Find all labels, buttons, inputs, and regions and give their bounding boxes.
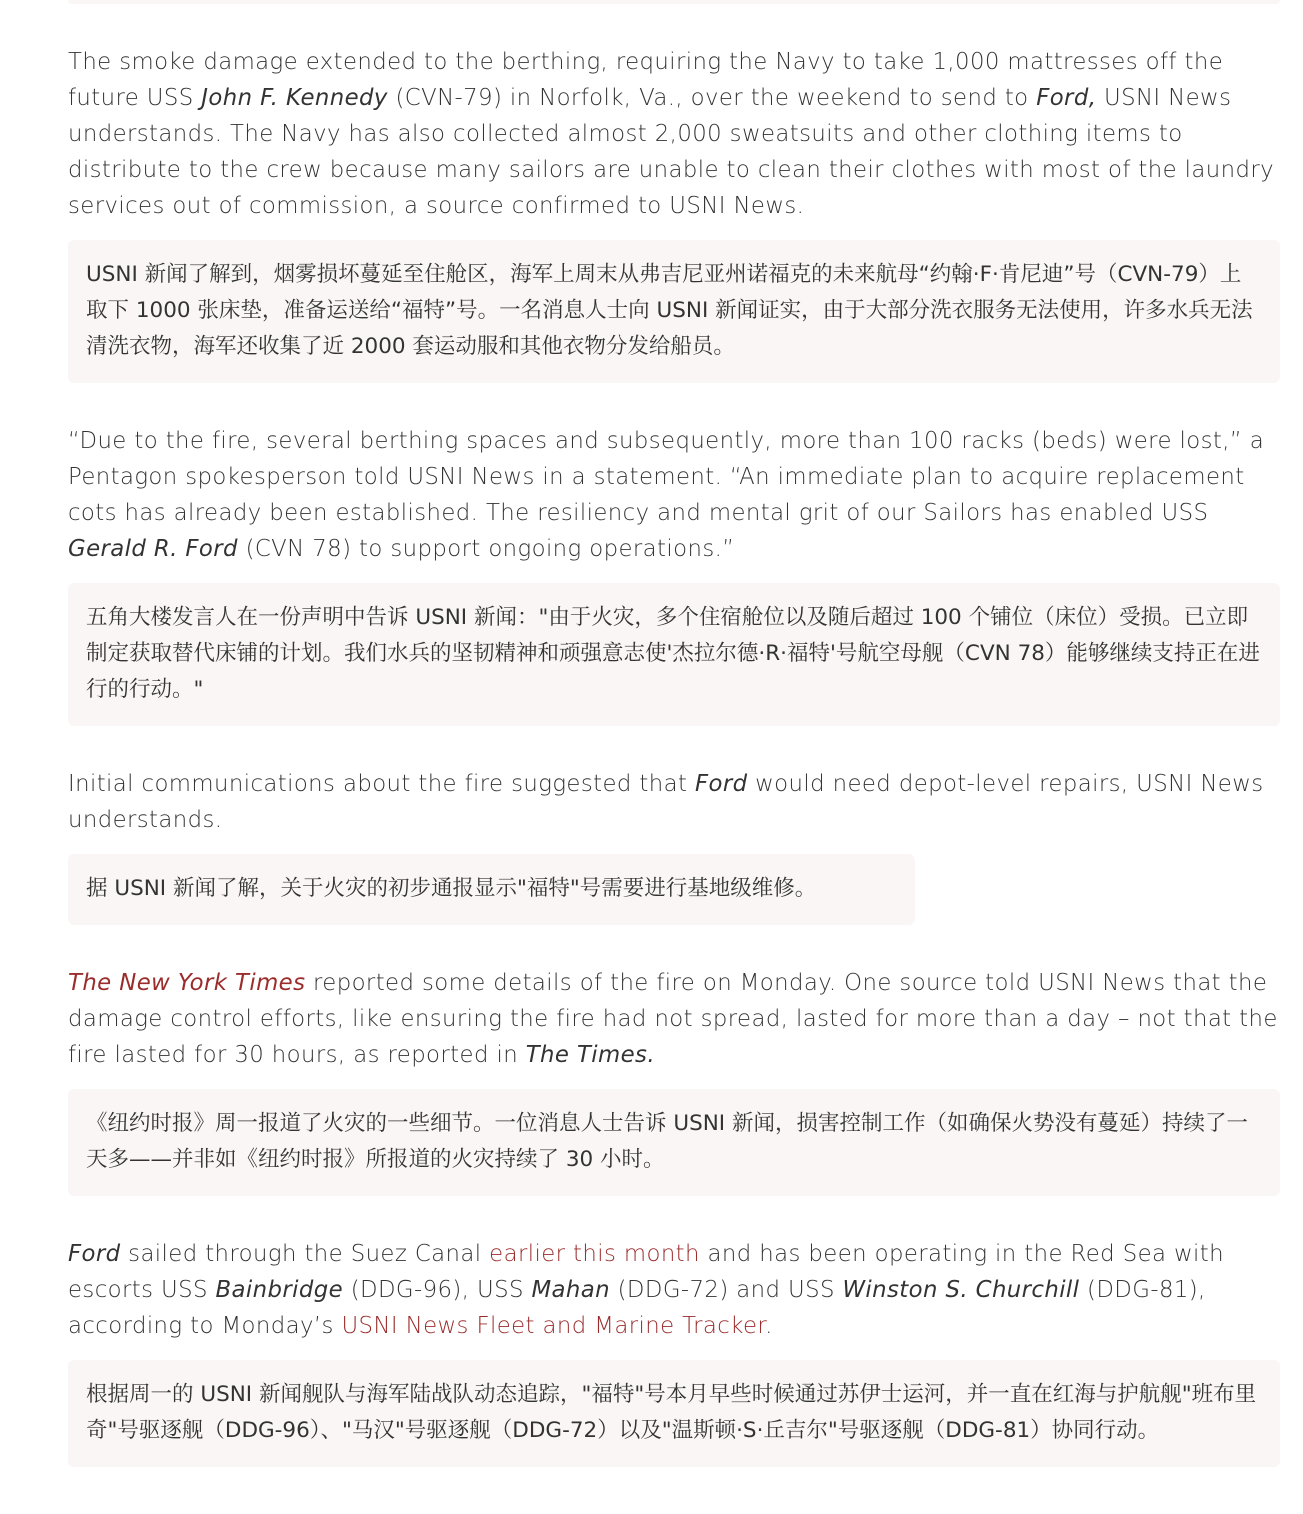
text-segment: The smoke damage extended to the berthing, requiring the Navy to take 1,000 mattresses off the future USS xyxy=(68,49,1224,111)
publication-name: The Times. xyxy=(525,1042,655,1068)
ship-name: Ford, xyxy=(1036,85,1097,111)
previous-translation-box xyxy=(68,0,1280,4)
text-segment: reported some details of the fire on Monday. One source told USNI News that the damage control efforts, like ensuring the fire had not spread, lasted for more than a day – not that the fire lasted for 30 hours, as reported in xyxy=(68,970,1278,1068)
text-segment: sailed through the Suez Canal xyxy=(120,1241,490,1267)
translation-box: 《纽约时报》周一报道了火灾的一些细节。一位消息人士告诉 USNI 新闻，损害控制工作（如确保火势没有蔓延）持续了一天多——并非如《纽约时报》所报道的火灾持续了 30 小时。 xyxy=(68,1089,1280,1196)
paragraph-pentagon-quote xyxy=(68,423,1280,567)
text-segment: would need depot-level repairs, USNI News understands. xyxy=(68,771,1264,833)
text-segment: (DDG-81), according to Monday’s xyxy=(68,1277,1206,1339)
text-segment: (DDG-72) and USS xyxy=(609,1277,843,1303)
fleet-tracker-link[interactable]: USNI News Fleet and Marine Tracker xyxy=(341,1313,766,1339)
paragraph-mattresses xyxy=(68,44,1280,224)
translation-box: 五角大楼发言人在一份声明中告诉 USNI 新闻："由于火灾，多个住宿舱位以及随后超过 100 个铺位（床位）受损。已立即制定获取替代床铺的计划。我们水兵的坚韧精神和顽强意志使'杰拉尔德·R·福特'号航空母舰（CVN 78）能够继续支持正在进行的行动。" xyxy=(68,583,1280,726)
translation-box: USNI 新闻了解到，烟雾损坏蔓延至住舱区，海军上周末从弗吉尼亚州诺福克的未来航母“约翰·F·肯尼迪”号（CVN-79）上取下 1000 张床垫，准备运送给“福特”号。一名消息人士向 USNI 新闻证实，由于大部分洗衣服务无法使用，许多水兵无法清洗衣物，海军还收集了近 2000 套运动服和其他衣物分发给船员。 xyxy=(68,240,1280,383)
nyt-link-text: The New York Times xyxy=(68,970,306,996)
text-segment: “Due to the fire, several berthing spaces and subsequently, more than 100 racks (beds) were lost,” a Pentagon spokesperson told USNI News in a statement. “An immediate plan to acquire replacement cots has already been established. The resiliency and mental grit of our Sailors has enabled USS xyxy=(68,428,1265,526)
text-segment: and has been operating in the Red Sea with escorts USS xyxy=(68,1241,1224,1303)
text-segment: (CVN-79) in Norfolk, Va., over the weekend to send to xyxy=(387,85,1037,111)
ship-name: Bainbridge xyxy=(215,1277,344,1303)
ship-name: Winston S. Churchill xyxy=(842,1277,1080,1303)
ship-name: John F. Kennedy xyxy=(201,85,388,111)
text-segment: . xyxy=(765,1313,773,1339)
earlier-this-month-link[interactable]: earlier this month xyxy=(489,1241,700,1267)
paragraph-red-sea xyxy=(68,1236,1280,1344)
paragraph-depot-repairs xyxy=(68,766,1280,838)
nyt-link[interactable] xyxy=(68,970,305,996)
text-segment: (DDG-96), USS xyxy=(343,1277,532,1303)
ship-name: Gerald R. Ford xyxy=(68,536,238,562)
text-segment: Initial communications about the fire suggested that xyxy=(68,771,695,797)
translation-box: 据 USNI 新闻了解，关于火灾的初步通报显示"福特"号需要进行基地级维修。 xyxy=(68,854,915,925)
text-segment: (CVN 78) to support ongoing operations.” xyxy=(237,536,735,562)
ship-name: Mahan xyxy=(531,1277,610,1303)
paragraph-nyt-report xyxy=(68,965,1280,1073)
ship-name: Ford xyxy=(68,1241,121,1267)
article-body xyxy=(68,44,1280,1507)
ship-name: Ford xyxy=(694,771,748,797)
text-segment: USNI News understands. The Navy has also collected almost 2,000 sweatsuits and other clothing items to distribute to the crew because many sailors are unable to clean their clothes with most of the laundry services out of commission, a source confirmed to USNI News. xyxy=(68,85,1274,219)
translation-box: 根据周一的 USNI 新闻舰队与海军陆战队动态追踪，"福特"号本月早些时候通过苏伊士运河，并一直在红海与护航舰"班布里奇"号驱逐舰（DDG-96）、"马汉"号驱逐舰（DDG-72）以及"温斯顿·S·丘吉尔"号驱逐舰（DDG-81）协同行动。 xyxy=(68,1360,1280,1467)
